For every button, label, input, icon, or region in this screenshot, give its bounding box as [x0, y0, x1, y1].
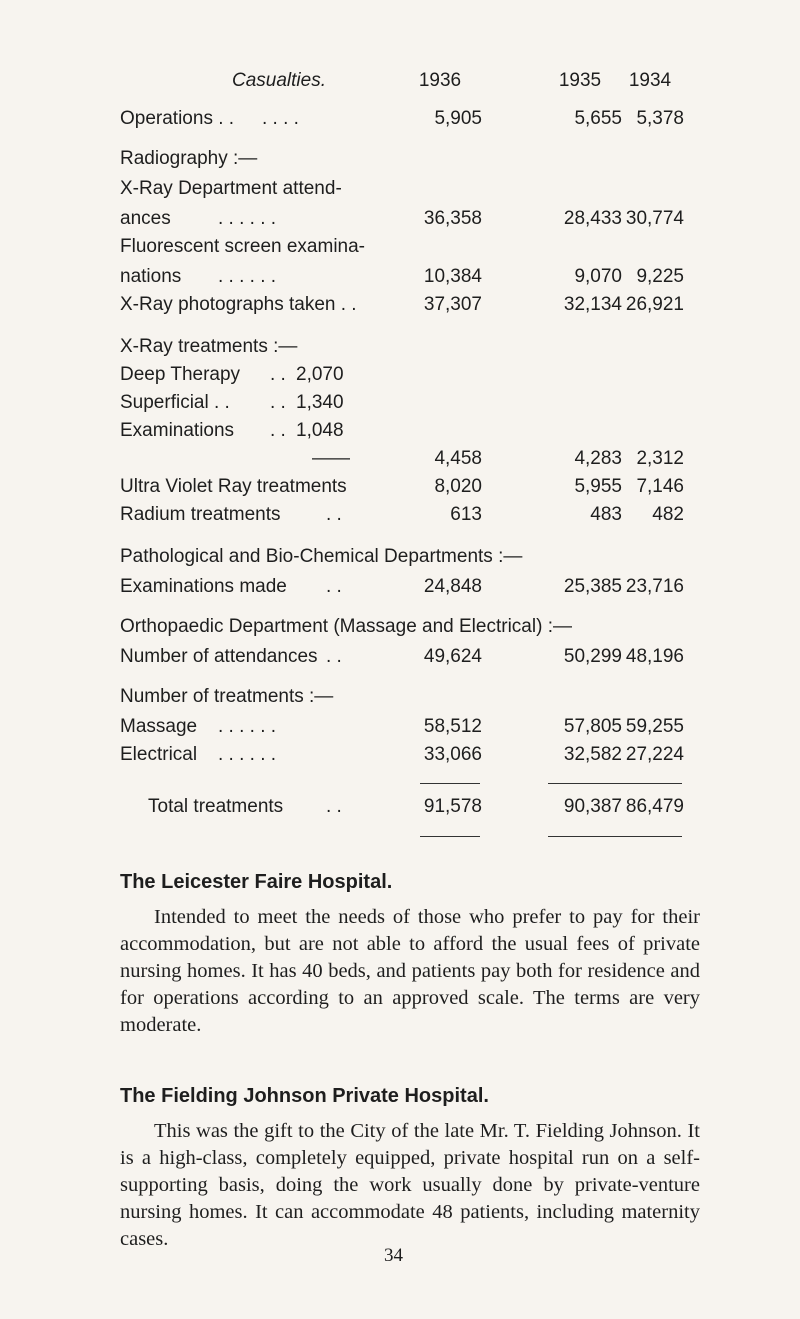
superficial-dots: . .	[270, 392, 286, 413]
pathological-heading: Pathological and Bio-Chemical Departments :—	[120, 546, 523, 567]
fluorescent-dots: . . . . . .	[218, 266, 277, 287]
massage-1934: 59,255	[625, 716, 684, 737]
attendances-label: Number of attendances	[120, 646, 318, 667]
examinations-value: 1,048	[296, 420, 344, 441]
fielding-johnson-heading: The Fielding Johnson Private Hospital.	[120, 1085, 489, 1107]
deep-therapy-value: 2,070	[296, 364, 344, 385]
xray-treatments-1935: 4,283	[574, 448, 622, 469]
examinations-made-1934: 23,716	[625, 576, 684, 597]
xray-photos-1934: 26,921	[625, 294, 684, 315]
xray-treatments-dash: ——	[312, 448, 350, 469]
ultra-violet-label: Ultra Violet Ray treatments	[120, 476, 347, 497]
electrical-1935: 32,582	[563, 744, 622, 765]
total-1935: 90,387	[563, 796, 622, 817]
total-1934: 86,479	[625, 796, 684, 817]
xray-photos-1936: 37,307	[423, 294, 482, 315]
electrical-label: Electrical	[120, 744, 198, 765]
radium-1935: 483	[590, 504, 622, 525]
examinations-made-dots: . .	[326, 576, 342, 597]
electrical-1934: 27,224	[625, 744, 684, 765]
fluorescent-1934: 9,225	[636, 266, 684, 287]
casualties-header: Casualties.	[232, 70, 326, 91]
examinations-label: Examinations	[120, 420, 235, 441]
treatments-heading: Number of treatments :—	[120, 686, 334, 707]
xray-attendances-1935: 28,433	[563, 208, 622, 229]
fielding-johnson-paragraph	[120, 1118, 700, 1253]
xray-photos-label: X-Ray photographs taken . .	[120, 294, 357, 315]
xray-attendances-1936: 36,358	[423, 208, 482, 229]
electrical-dots: . . . . . .	[218, 744, 277, 765]
operations-label: Operations . .	[120, 108, 235, 129]
total-rule-bottom-1935	[548, 836, 618, 837]
xray-attendances-label-2: ances	[120, 208, 171, 229]
radiography-heading: Radiography :—	[120, 148, 258, 169]
year-1934-header: 1934	[628, 70, 672, 91]
total-rule-top-1935	[548, 783, 618, 784]
leicester-faire-paragraph	[120, 904, 700, 1039]
radium-label: Radium treatments	[120, 504, 281, 525]
fluorescent-1935: 9,070	[574, 266, 622, 287]
total-rule-top-1936	[420, 783, 480, 784]
orthopaedic-heading: Orthopaedic Department (Massage and Electrical) :—	[120, 616, 572, 637]
total-rule-bottom-1936	[420, 836, 480, 837]
xray-attendances-dots: . . . . . .	[218, 208, 277, 229]
massage-dots: . . . . . .	[218, 716, 277, 737]
attendances-1934: 48,196	[625, 646, 684, 667]
xray-treatments-1936: 4,458	[434, 448, 482, 469]
attendances-1935: 50,299	[563, 646, 622, 667]
deep-therapy-label: Deep Therapy	[120, 364, 241, 385]
examinations-made-label: Examinations made	[120, 576, 287, 597]
examinations-made-1936: 24,848	[423, 576, 482, 597]
operations-dots: . . . .	[262, 108, 299, 129]
total-1936: 91,578	[423, 796, 482, 817]
attendances-dots: . .	[326, 646, 342, 667]
massage-1936: 58,512	[423, 716, 482, 737]
operations-1934: 5,378	[636, 108, 684, 129]
total-label: Total treatments	[148, 796, 284, 817]
radium-1936: 613	[450, 504, 482, 525]
attendances-1936: 49,624	[423, 646, 482, 667]
superficial-value: 1,340	[296, 392, 344, 413]
operations-1935: 5,655	[574, 108, 622, 129]
total-dots: . .	[326, 796, 342, 817]
massage-1935: 57,805	[563, 716, 622, 737]
total-rule-bottom-1934	[612, 836, 682, 837]
radium-1934: 482	[652, 504, 684, 525]
fluorescent-label-1: Fluorescent screen examina-	[120, 236, 365, 257]
ultra-violet-1935: 5,955	[574, 476, 622, 497]
page-number: 34	[384, 1245, 403, 1266]
massage-label: Massage	[120, 716, 198, 737]
total-rule-top-1934	[612, 783, 682, 784]
xray-treatments-heading: X-Ray treatments :—	[120, 336, 298, 357]
year-1936-header: 1936	[418, 70, 462, 91]
xray-photos-1935: 32,134	[563, 294, 622, 315]
ultra-violet-1936: 8,020	[434, 476, 482, 497]
fielding-johnson-text: This was the gift to the City of the late Mr. T. Fielding Johnson. It is a high-class, completely equipped, private hospital run on a self-supporting basis, doing the work usually done by private-venture nursing homes. It can accommodate 48 patients, including maternity cases.	[120, 1120, 700, 1250]
deep-therapy-dots: . .	[270, 364, 286, 385]
superficial-label: Superficial . .	[120, 392, 230, 413]
electrical-1936: 33,066	[423, 744, 482, 765]
xray-treatments-1934: 2,312	[636, 448, 684, 469]
fluorescent-1936: 10,384	[423, 266, 482, 287]
leicester-faire-heading: The Leicester Faire Hospital.	[120, 871, 393, 893]
radium-dots: . .	[326, 504, 342, 525]
fluorescent-label-2: nations	[120, 266, 182, 287]
examinations-dots: . .	[270, 420, 286, 441]
examinations-made-1935: 25,385	[563, 576, 622, 597]
operations-1936: 5,905	[434, 108, 482, 129]
xray-attendances-label-1: X-Ray Department attend-	[120, 178, 342, 199]
ultra-violet-1934: 7,146	[636, 476, 684, 497]
leicester-faire-text: Intended to meet the needs of those who prefer to pay for their accommodation, but are not able to afford the usual fees of private nursing homes. It has 40 beds, and patients pay both for residence and for operations according to an approved scale. The terms are very moderate.	[120, 906, 700, 1036]
xray-attendances-1934: 30,774	[625, 208, 684, 229]
year-1935-header: 1935	[558, 70, 602, 91]
